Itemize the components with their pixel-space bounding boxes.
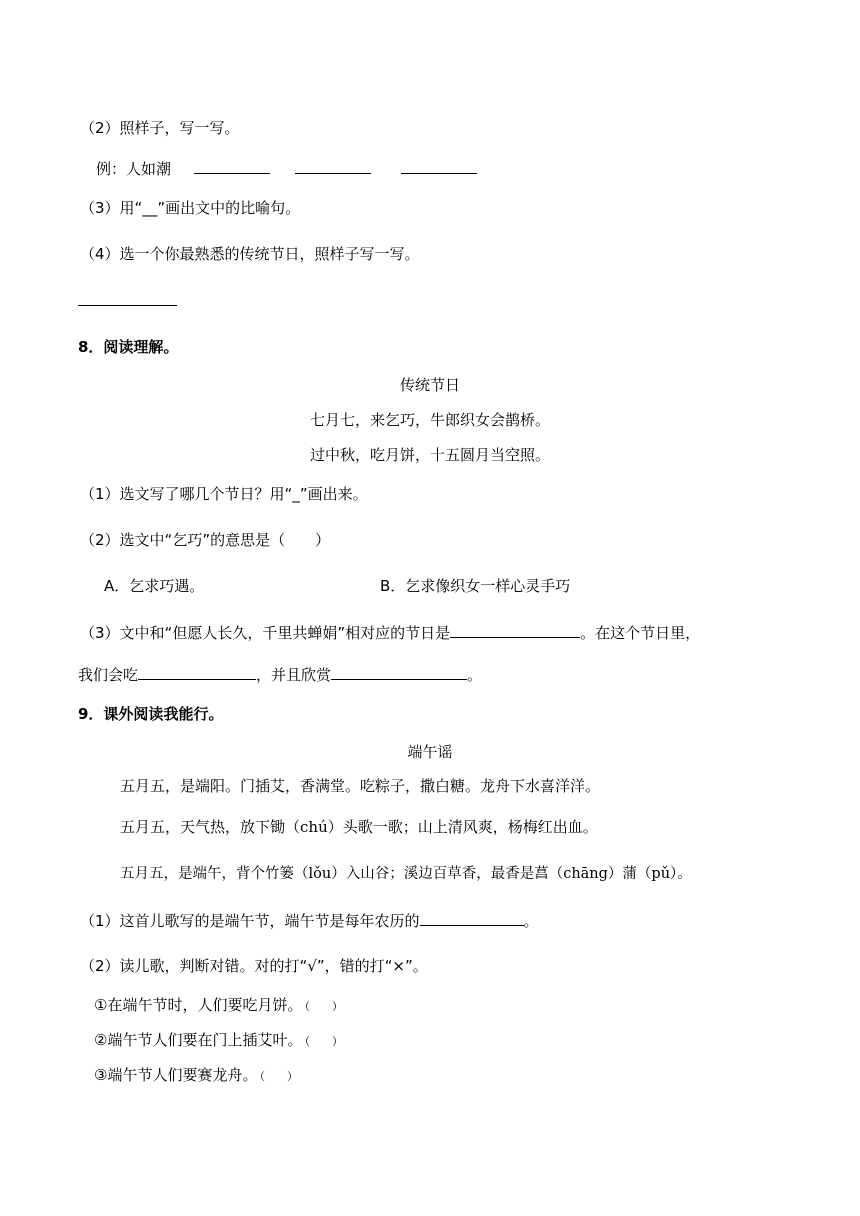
q8-view-blank[interactable]: [331, 664, 467, 680]
q8-option-a[interactable]: A．乞求巧遇。: [104, 577, 205, 595]
q8-sub3-text-b: 。在这个节日里，: [580, 624, 701, 642]
q9-poem-para-3: 五月五，是端午，背个竹篓（lǒu）入山谷；溪边百草香，最香是菖（chāng）蒲（pǔ）。: [120, 866, 692, 882]
q9-item-1-text: ①在端午节时，人们要吃月饼。: [94, 996, 303, 1014]
q9-poem-para-1: 五月五，是端阳。门插艾，香满堂。吃粽子，撒白糖。龙舟下水喜洋洋。: [120, 777, 601, 795]
q9-item-3: [94, 1065, 298, 1087]
q9-item-2-answer[interactable]: （ ）: [304, 1035, 343, 1048]
q9-poem-para-2: 五月五，天气热，放下锄（chú）头歌一歌；山上清风爽，杨梅红出血。: [120, 818, 598, 836]
q9-sub1: [80, 910, 539, 931]
q9-sub1-text-b: 。: [523, 912, 539, 930]
q8-sub3-line1: [80, 622, 700, 643]
q7-answer-line[interactable]: [78, 305, 177, 306]
q8-sub2: （2）选文中“乞巧”的意思是（ ）: [80, 531, 331, 549]
q8-sub3-text-a: （3）文中和“但愿人长久，千里共蝉娟”相对应的节日是: [80, 624, 451, 642]
q9-poem-title: 端午谣: [407, 743, 453, 761]
q9-date-blank[interactable]: [420, 910, 524, 926]
q8-food-blank[interactable]: [138, 664, 256, 680]
q7-example-blank-2[interactable]: [295, 158, 371, 174]
q8-option-b[interactable]: B．乞求像织女一样心灵手巧: [380, 577, 571, 595]
q9-heading: 9．课外阅读我能行。: [78, 705, 224, 723]
q8-sub3-line2: [78, 664, 482, 685]
q7-example-blank-1[interactable]: [194, 158, 270, 174]
q9-sub1-text-a: （1）这首儿歌写的是端午节，端午节是每年农历的: [80, 912, 420, 930]
q9-item-2-text: ②端午节人们要在门上插艾叶。: [94, 1031, 303, 1049]
q9-item-3-text: ③端午节人们要赛龙舟。: [94, 1066, 258, 1084]
q8-heading: 8．阅读理解。: [78, 338, 179, 356]
q7-sub3: [80, 198, 300, 218]
q9-item-3-answer[interactable]: （ ）: [259, 1070, 298, 1083]
q7-example-label: 例：人如潮: [96, 160, 172, 178]
q9-item-1: [94, 995, 343, 1017]
q9-sub2: （2）读儿歌，判断对错。对的打“√”，错的打“×”。: [80, 957, 428, 975]
q7-example-blank-3[interactable]: [401, 158, 477, 174]
q9-item-2: [94, 1030, 343, 1052]
q7-example: [96, 158, 477, 179]
q8-poem-line-2: 过中秋，吃月饼，十五圆月当空照。: [309, 446, 550, 464]
q8-sub1: [80, 484, 368, 504]
q7-sub3-text-c: ”画出文中的比喻句。: [157, 199, 301, 217]
q9-item-1-answer[interactable]: （ ）: [304, 1000, 343, 1013]
q7-sub2: （2）照样子，写一写。: [80, 119, 240, 137]
q7-sub4: （4）选一个你最熟悉的传统节日，照样子写一写。: [80, 245, 420, 263]
q7-sub3-text-a: （3）用“: [80, 199, 143, 217]
q8-sub1-text-c: ”画出来。: [299, 485, 368, 503]
q8-sub1-text-a: （1）选文写了哪几个节日？用“: [80, 485, 293, 503]
q8-sub1-mark: _: [292, 485, 300, 503]
q8-sub3-text-e: 。: [467, 666, 483, 684]
q8-sub3-text-d: ，并且欣赏: [256, 666, 332, 684]
q8-festival-blank[interactable]: [450, 622, 580, 638]
q7-sub3-mark: __: [142, 199, 158, 217]
q8-poem-line-1: 七月七，来乞巧，牛郎织女会鹊桥。: [309, 411, 550, 429]
q8-sub3-text-c: 我们会吃: [78, 666, 139, 684]
q8-poem-title: 传统节日: [399, 376, 460, 394]
